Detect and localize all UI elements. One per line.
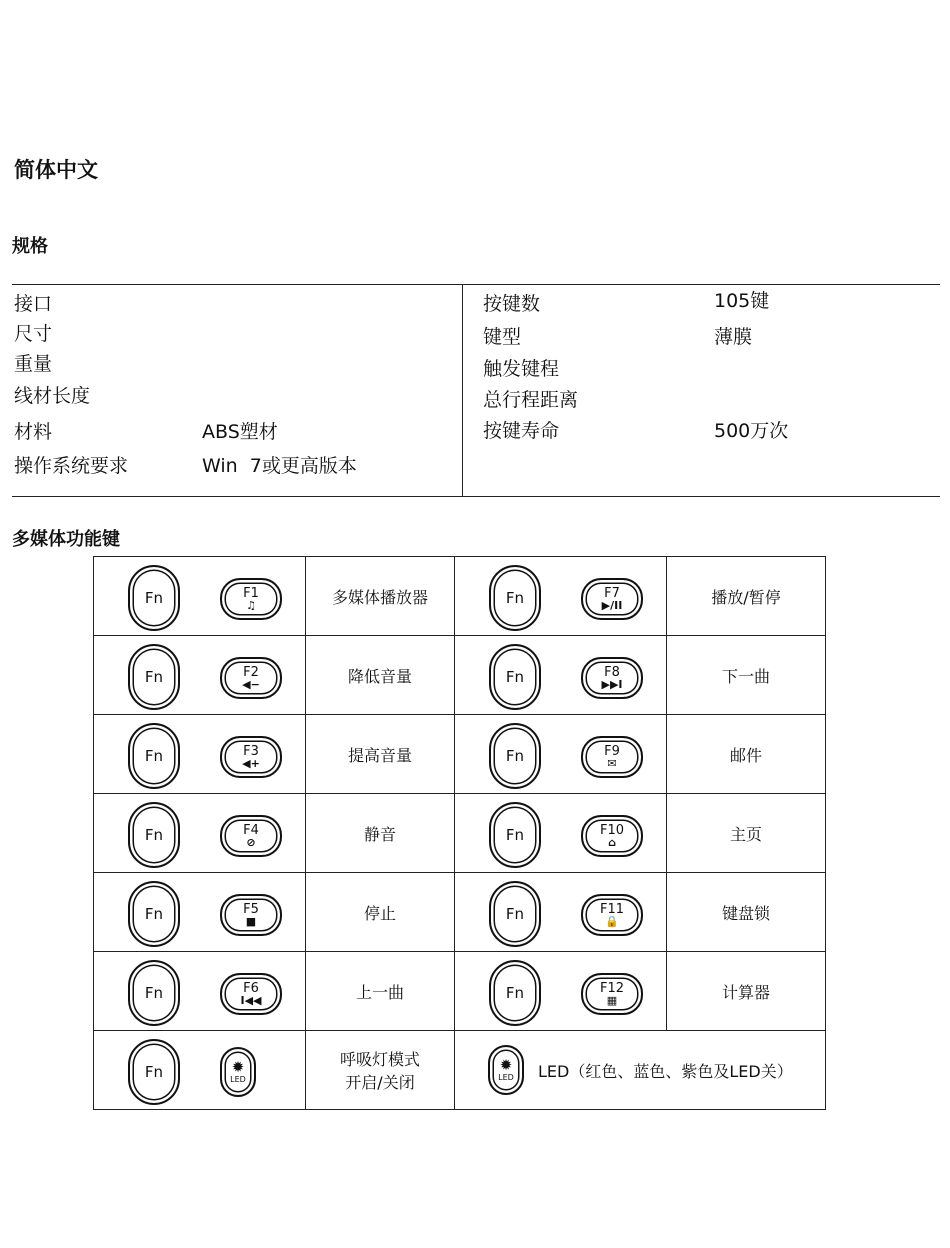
multimedia-heading: 多媒体功能键 [12,529,120,550]
media-icon: 🔒 [605,914,619,928]
spec-value-key-type: 薄膜 [714,326,753,348]
sun-icon: ✹ [499,1056,513,1074]
spec-label-key-life: 按键寿命 [483,420,560,442]
media-icon: ▦ [606,993,618,1007]
spec-label-interface: 接口 [14,293,53,315]
media-icon: ✉ [607,756,617,770]
fn-key: Fn [489,881,541,947]
function-key-label: F10 [599,822,625,838]
function-key-label: F3 [243,743,259,759]
function-key-left [220,578,282,620]
function-key-left [220,815,282,857]
spec-divider [462,284,463,497]
fn-key: Fn [128,960,180,1026]
fn-key: Fn [489,723,541,789]
spec-value-material: ABS塑材 [202,421,278,443]
function-key-label: F7 [604,585,620,601]
table-row [94,952,826,1031]
spec-label-total-travel: 总行程距离 [483,389,579,411]
spec-heading: 规格 [12,236,48,257]
led-key [488,1045,524,1095]
spec-bottom-rule [12,496,940,497]
fn-key: Fn [128,723,180,789]
fn-key: Fn [489,565,541,631]
spec-label-weight: 重量 [14,353,53,375]
function-key-left [220,894,282,936]
function-key-right [581,815,643,857]
function-key-left [220,657,282,699]
table-row [94,636,826,715]
function-key-label: F8 [604,664,620,680]
spec-top-rule [12,284,940,285]
function-desc: 上一曲 [306,952,455,1031]
spec-value-os: Win 7或更高版本 [202,455,357,477]
function-desc: 静音 [306,794,455,873]
table-row [94,873,826,952]
led-key-label: LED [498,1073,514,1082]
breathing-mode-desc: 呼吸灯模式 开启/关闭 [306,1031,455,1110]
function-desc: 邮件 [667,715,826,794]
function-key-label: F12 [599,980,625,996]
function-key-label: F6 [243,980,259,996]
spec-value-key-life: 500万次 [714,420,789,442]
function-key-left [220,736,282,778]
function-key-label: F1 [243,585,259,601]
function-key-label: F11 [599,901,625,917]
spec-label-key-count: 按键数 [483,293,541,315]
media-icon: ◀− [242,677,260,691]
media-icon: ▶/II [601,598,623,612]
fn-key: Fn [128,644,180,710]
function-key-right [581,578,643,620]
fn-key: Fn [128,802,180,868]
spec-label-os: 操作系统要求 [14,455,129,477]
page-title: 简体中文 [14,158,98,182]
led-color-desc: LED（红色、蓝色、紫色及LED关） [538,1061,793,1081]
function-desc: 主页 [667,794,826,873]
function-desc: 多媒体播放器 [306,557,455,636]
fn-key: Fn [128,881,180,947]
function-desc: 提高音量 [306,715,455,794]
function-key-right [581,657,643,699]
fn-key: Fn [489,644,541,710]
spec-label-cable-length: 线材长度 [14,385,91,407]
fn-key: Fn [489,802,541,868]
function-desc: 播放/暂停 [667,557,826,636]
function-key-label: F2 [243,664,259,680]
sun-icon: ✹ [231,1058,245,1076]
led-key-label: LED [230,1075,246,1084]
fn-key: Fn [128,1039,180,1105]
table-row [94,794,826,873]
function-key-label: F4 [243,822,259,838]
function-key-right [581,973,643,1015]
function-key-right [581,736,643,778]
function-desc: 下一曲 [667,636,826,715]
spec-value-key-count: 105键 [714,290,770,312]
table-row-led [94,1031,826,1110]
function-key-label: F9 [604,743,620,759]
media-icon: ⌂ [608,835,616,849]
function-desc: 计算器 [667,952,826,1031]
function-key-label: F5 [243,901,259,917]
function-desc: 降低音量 [306,636,455,715]
media-icon: ▶▶I [601,677,623,691]
table-row [94,557,826,636]
fn-key: Fn [489,960,541,1026]
spec-label-material: 材料 [14,421,53,443]
spec-label-actuation: 触发键程 [483,358,560,380]
multimedia-key-table [93,556,826,1110]
led-key [220,1047,256,1097]
fn-key: Fn [128,565,180,631]
media-icon: ■ [245,914,257,928]
function-key-right [581,894,643,936]
media-icon: ♫ [246,598,256,612]
function-key-left [220,973,282,1015]
table-row [94,715,826,794]
spec-label-size: 尺寸 [14,323,53,345]
media-icon: I◀◀ [240,993,262,1007]
media-icon: ◀+ [242,756,260,770]
function-desc: 键盘锁 [667,873,826,952]
media-icon: ⊘ [246,835,256,849]
spec-label-key-type: 键型 [483,326,522,348]
function-desc: 停止 [306,873,455,952]
